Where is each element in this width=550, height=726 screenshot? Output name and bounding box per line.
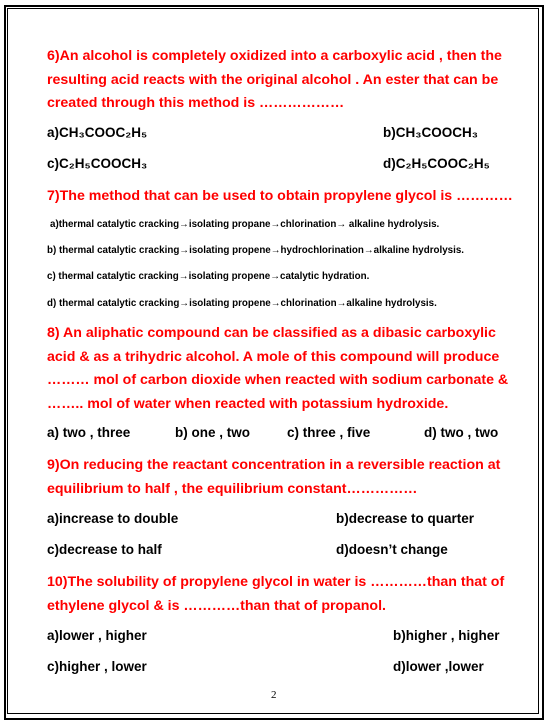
question-6: 6)An alcohol is completely oxidized into a carboxylic acid , then the resulting acid reacts with the original alcohol . An ester that can be created through this method is ……………… bbox=[47, 48, 502, 111]
q9-option-a: a)increase to double bbox=[47, 511, 179, 526]
q7-option-b: b) thermal catalytic cracking→isolating propene→hydrochlorination→alkaline hydrolysis. bbox=[47, 245, 465, 256]
page-number: 2 bbox=[271, 689, 277, 701]
q10-option-b: b)higher , higher bbox=[393, 628, 500, 643]
q8-option-b: b) one , two bbox=[175, 425, 250, 440]
q7-option-d: d) thermal catalytic cracking→isolating propene→chlorination→alkaline hydrolysis. bbox=[47, 298, 437, 309]
q6-option-c: c)C₂H₅COOCH₃ bbox=[47, 156, 148, 171]
question-10: 10)The solubility of propylene glycol in water is …………than that of ethylene glycol & is …………than that of propanol. bbox=[47, 574, 505, 614]
q8-option-a: a) two , three bbox=[47, 425, 131, 440]
q6-option-a: a)CH₃COOC₂H₅ bbox=[47, 125, 148, 140]
q8-option-c: c) three , five bbox=[287, 425, 371, 440]
question-7: 7)The method that can be used to obtain propylene glycol is ………… bbox=[47, 188, 513, 204]
q10-option-c: c)higher , lower bbox=[47, 659, 147, 674]
q7-option-c: c) thermal catalytic cracking→isolating propene→catalytic hydration. bbox=[47, 271, 370, 282]
question-9: 9)On reducing the reactant concentration in a reversible reaction at equilibrium to half , the equilibrium constant…………… bbox=[47, 457, 501, 497]
q8-option-d: d) two , two bbox=[424, 425, 499, 440]
question-8: 8) An aliphatic compound can be classified as a dibasic carboxylic acid & as a trihydric alcohol. A mole of this compound will produce ……… mol of carbon dioxide when reacted with sodium carbonate & …….. mol of water when reacted with potassium hydroxide. bbox=[47, 325, 509, 412]
q7-option-a: a)thermal catalytic cracking→isolating propane→chlorination→ alkaline hydrolysis. bbox=[50, 219, 440, 230]
q9-option-d: d)doesn’t change bbox=[336, 542, 448, 557]
q6-option-b: b)CH₃COOCH₃ bbox=[383, 125, 478, 140]
q9-option-b: b)decrease to quarter bbox=[336, 511, 475, 526]
q9-option-c: c)decrease to half bbox=[47, 542, 162, 557]
q6-option-d: d)C₂H₅COOC₂H₅ bbox=[383, 156, 490, 171]
q10-option-a: a)lower , higher bbox=[47, 628, 147, 643]
q10-option-d: d)lower ,lower bbox=[393, 659, 484, 674]
